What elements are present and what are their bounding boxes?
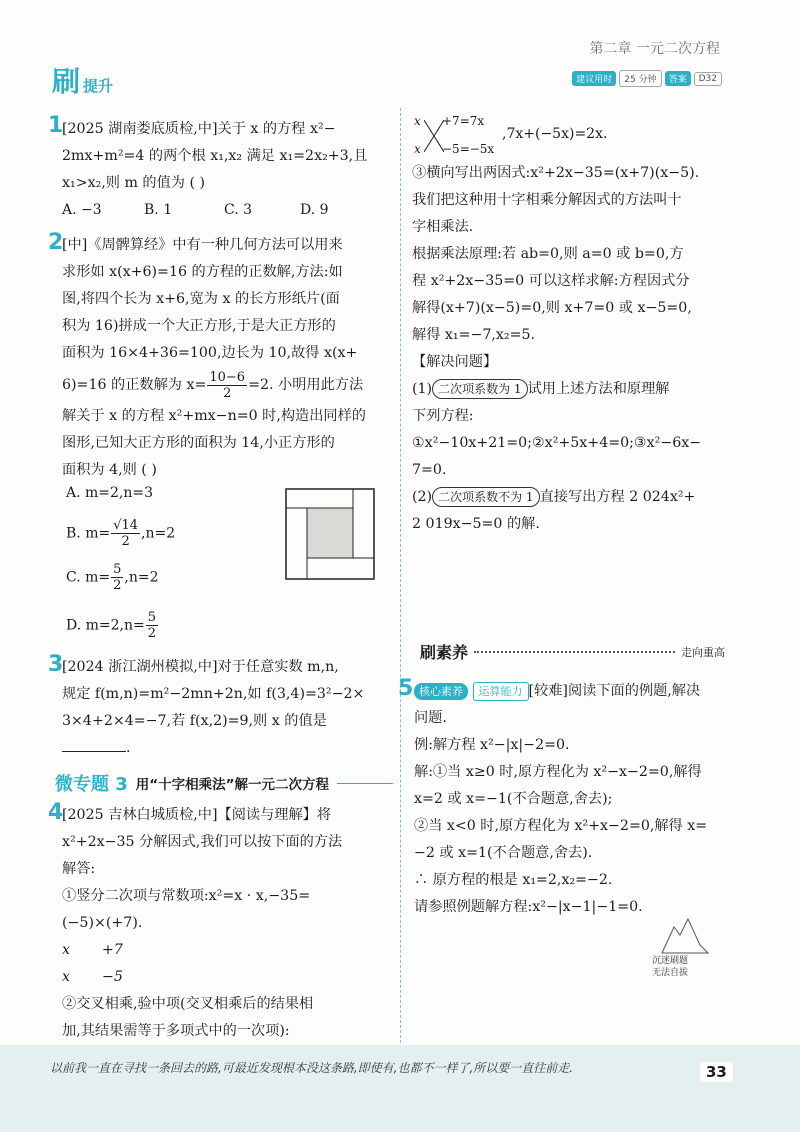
skill-tag: 运算能力 [473,682,529,701]
q4-line: 解得(x+7)(x−5)=0,则 x+7=0 或 x−5=0, [412,300,692,316]
q5-number: 5 [398,676,414,701]
q2-option-a[interactable]: A. m=2,n=3 [66,485,154,501]
q2-line: 6)=16 的正数解为 x= [62,377,207,393]
q4-line: 根据乘法原理:若 ab=0,则 a=0 或 b=0,方 [412,246,684,262]
q2-line: 面积为 16×4+36=100,边长为 10,故得 x(x+ [62,345,358,361]
q4-line: 下列方程: [412,408,474,424]
question-5: 核心素养 运算能力 [较难]阅读下面的例题,解决 问题. 例:解方程 x²−|x|−2=0. 解:①当 x≥0 时,原方程化为 x²−x−2=0,解得 x=2 或 x=−1(不合题意,舍去); ②当 x<0 时,原方程化为 x²+x−2=0,解得 x= −2 或 x=1(不合题意,舍去). ∴ 原方程的根是 x₁=2,x₂=−2. 请参照例题解方程:x²−|x−1|−1=0. [414,678,734,921]
core-literacy-tag: 核心素养 [414,683,468,700]
q2-option-b[interactable]: B. m= $\frac{√14}{2}$ ,n=2 [66,518,176,549]
section-header [420,640,725,663]
micro-topic-banner [55,770,393,796]
time-label: 建议用时 [572,71,616,86]
q4-line: ②交叉相乘,验中项(交叉相乘后的结果相 [62,996,314,1012]
q4-line: 字相乘法. [412,219,474,235]
square-figure [285,488,375,580]
coef-not-1-tag: 二次项系数不为 1 [432,487,539,507]
coef-1-tag: 二次项系数为 1 [432,379,527,399]
question-2 [62,232,397,484]
q2-line: =2. 小明用此方法 [248,377,364,393]
q1-line: [2025 湖南娄底质检,中]关于 x 的方程 x²− [62,121,336,137]
q4-line: 2 019x−5=0 的解. [412,516,540,532]
q5-line: ∴ 原方程的根是 x₁=2,x₂=−2. [414,872,613,888]
chapter-title: 第二章 一元二次方程 [589,41,720,57]
q2-line: 解关于 x 的方程 x²+mx−n=0 时,构造出同样的 [62,408,366,424]
time-meta [572,70,722,87]
q3-line: 规定 f(m,n)=m²−2mn+2n,如 f(3,4)=3²−2× [62,686,365,702]
q4-line: 解答: [62,861,96,877]
footer-quote: 以前我一直在寻找一条回去的路,可最近发现根本没这条路,即使有,也都不一样了,所以要一直往前走. [50,1061,574,1075]
q1-option-d[interactable]: D. 9 [300,202,329,218]
section-title: 刷素养 [420,643,469,662]
q2-line: 积为 16)拼成一个大正方形,于是大正方形的 [62,318,336,334]
q2-option-c[interactable]: C. m= $\frac{5}{2}$ ,n=2 [66,562,159,593]
question-3: [2024 浙江湖州模拟,中]对于任意实数 m,n, 规定 f(m,n)=m²−2mn+2n,如 f(3,4)=3²−2× 3×4+2×4=−7,若 f(x,2)=9,则 x 的值是 . [62,654,397,762]
time-value: 25 分钟 [619,70,661,87]
q4-line: 解得 x₁=−7,x₂=5. [412,327,535,343]
q5-line: −2 或 x=1(不合题意,舍去). [414,845,593,861]
q2-line: 求形如 x(x+6)=16 的方程的正数解,方法:如 [62,264,343,280]
q5-line: 例:解方程 x²−|x|−2=0. [414,737,570,753]
mountain-doodle [660,915,710,955]
q4-line: ①x²−10x+21=0;②x²+5x+4=0;③x²−6x− [412,435,702,451]
q3-number: 3 [48,652,64,677]
cross-diagram: x x +7=7x −5=−5x ,7x+(−5x)=2x. [414,114,608,156]
q1-line: 2mx+m²=4 的两个根 x₁,x₂ 满足 x₁=2x₂+3,且 [62,148,368,164]
page-number: 33 [700,1062,733,1082]
q4-line: [2025 吉林白城质检,中]【阅读与理解】将 [62,807,332,823]
answer-page: D32 [694,72,722,86]
question-4: [2025 吉林白城质检,中]【阅读与理解】将 x²+2x−35 分解因式,我们可以按下面的方法 解答: ①竖分二次项与常数项:x²=x · x,−35= (−5)×(+7). x +7 x −5 ②交叉相乘,验中项(交叉相乘后的结果相 加,其结果需等于多项式中的一次项): [62,802,397,1045]
q2-line: 面积为 4,则 ( ) [62,462,157,478]
q5-line: 解:①当 x≥0 时,原方程化为 x²−x−2=0,解得 [414,764,702,780]
q1-option-b[interactable]: B. 1 [144,202,173,218]
q2-option-d[interactable]: D. m=2,n= $\frac{5}{2}$ [66,610,157,641]
topic-title: 用“十字相乘法”解一元二次方程 [135,777,330,793]
q4-line: (−5)×(+7). [62,915,143,931]
section-right-label: 走向重高 [681,645,725,659]
question-1 [62,116,397,224]
q4-line: x²+2x−35 分解因式,我们可以按下面的方法 [62,834,343,850]
answer-label: 答案 [665,71,691,86]
column-divider [400,108,401,1043]
q1-option-c[interactable]: C. 3 [224,202,253,218]
q4-number: 4 [48,800,64,825]
q4-line: 我们把这种用十字相乘分解因式的方法叫十 [412,192,682,208]
brand-logo: 刷提升 [52,65,114,98]
q4-line: ①竖分二次项与常数项:x²=x · x,−35= [62,888,311,904]
q5-line: 请参照例题解方程:x²−|x−1|−1=0. [414,899,643,915]
q3-answer-blank[interactable] [62,737,126,752]
q3-line: [2024 浙江湖州模拟,中]对于任意实数 m,n, [62,659,339,675]
q4-line: 程 x²+2x−35=0 可以这样求解:方程因式分 [412,273,690,289]
q1-line: x₁>x₂,则 m 的值为 ( ) [62,175,206,191]
doodle-note: 沉迷刷题 无法自拔 [652,956,689,978]
q1-number: 1 [48,113,64,138]
q2-fraction: $\frac{10-6}{2}$ [209,369,246,401]
q2-line: 图形,已知大正方形的面积为 14,小正方形的 [62,435,335,451]
q5-line: ②当 x<0 时,原方程化为 x²+x−2=0,解得 x= [414,818,708,834]
q3-line: 3×4+2×4=−7,若 f(x,2)=9,则 x 的值是 [62,713,327,729]
q4-line: 【解决问题】 [412,354,498,370]
q5-line: 问题. [414,710,447,726]
q4-continued: ③横向写出两因式:x²+2x−35=(x+7)(x−5). 我们把这种用十字相乘分解因式的方法叫十 字相乘法. 根据乘法原理:若 ab=0,则 a=0 或 b=0,方 程 x²+2x−35=0 可以这样求解:方程因式分 解得(x+7)(x−5)=0,则 x+7=0 或 x−5=0, 解得 x₁=−7,x₂=5. 【解决问题】 (1) 二次项系数为 1 试用上述方法和原理解 下列方程: ①x²−10x+21=0;②x²+5x+4=0;③x²−6x− 7=0. (2) 二次项系数不为 1 直接写出方程 2 024x²+ 2 019x−5=0 的解. [412,160,732,538]
q2-line: 图,将四个长为 x+6,宽为 x 的长方形纸片(面 [62,291,340,307]
q5-line: x=2 或 x=−1(不合题意,舍去); [414,791,613,807]
q4-line: 加,其结果需等于多项式中的一次项): [62,1023,290,1039]
q4-line: ③横向写出两因式:x²+2x−35=(x+7)(x−5). [412,165,700,181]
topic-label: 微专题 3 [55,774,128,795]
q2-number: 2 [48,230,64,255]
q4-line: 7=0. [412,462,447,478]
q1-option-a[interactable]: A. −3 [62,202,102,218]
q2-line: [中]《周髀算经》中有一种几何方法可以用来 [62,237,343,253]
